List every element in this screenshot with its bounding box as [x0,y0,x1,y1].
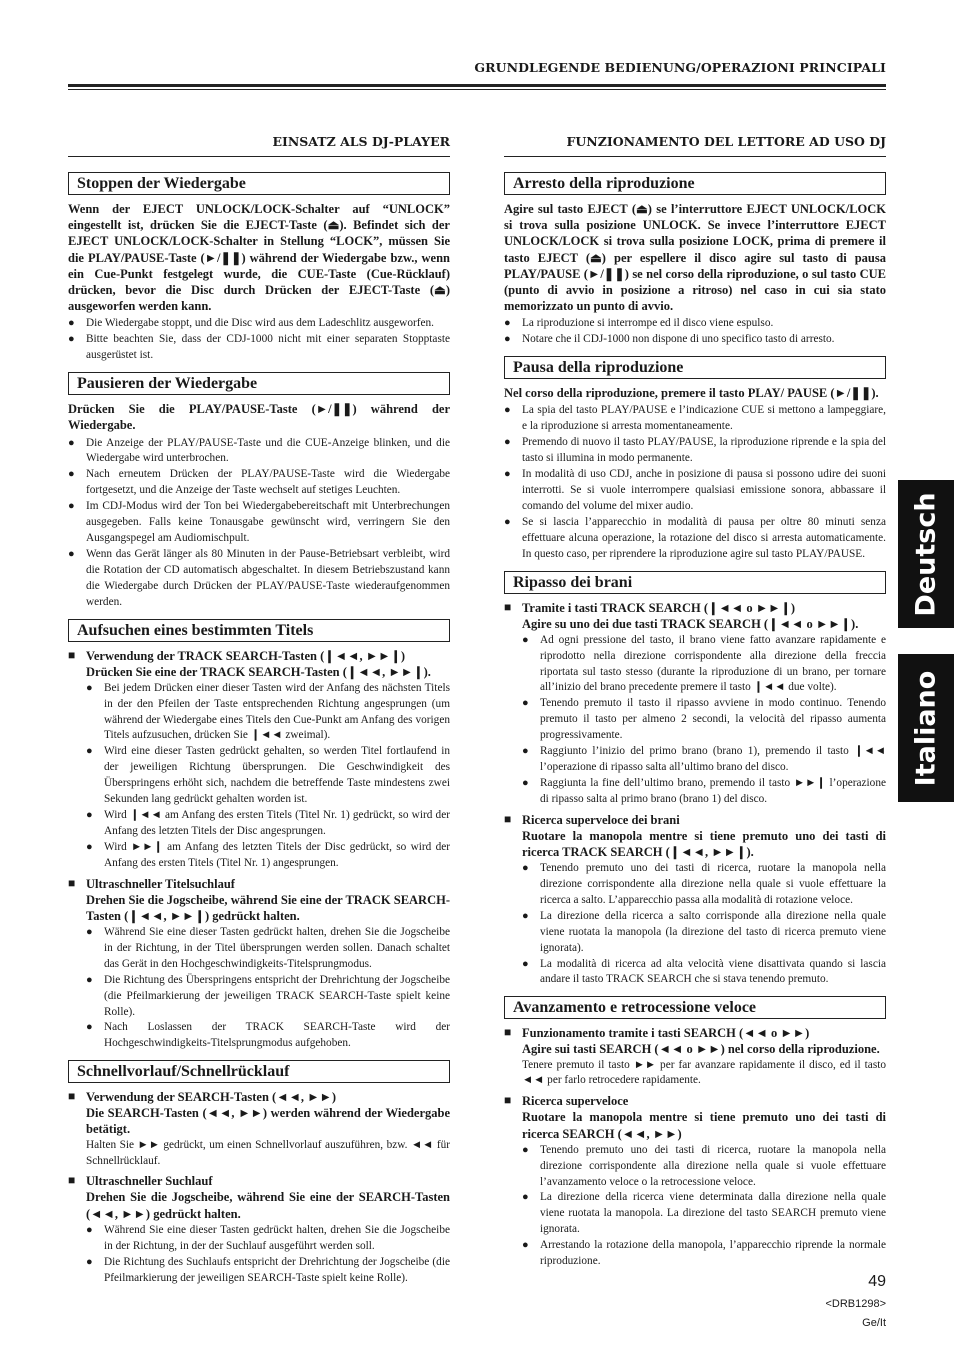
italian-column [504,134,886,1270]
bullet-list [86,1223,450,1287]
instruction-text: Ruotare la manopola mentre si tiene premuto uno dei tasti di ricerca SEARCH (◄◄, ►►) [522,1110,886,1141]
section-title: Pausa della riproduzione [504,356,886,379]
header-rule-thin [68,89,886,90]
bullet-list [504,316,886,348]
bullet-item: ● La spia del tasto PLAY/PAUSE e l’indicazione CUE si mettono a lampeggiare, e la riproduzione si arresta momentaneamente. [504,403,886,435]
bullet-item: ● Die Richtung des Überspringens entspricht der Drehrichtung der Jogscheibe (die Pfeilmarkierung der jeweiligen TRACK SEARCH-Taste spielt keine Rolle). [86,973,450,1021]
subsection [68,1089,450,1169]
bullet-list [522,1143,886,1270]
header-rule [68,84,886,87]
subsection-heading: ■ Ultraschneller Titelsuchlauf [68,876,450,892]
bullet-item: ● La modalità di ricerca ad alta velocità viene disattivata quando si lascia andare il tasto TRACK SEARCH che si stava tenendo premuto. [522,957,886,989]
language-tab-italiano [898,654,954,802]
language-tab-deutsch [898,480,954,628]
bullet-item: ● Bei jedem Drücken einer dieser Tasten wird der Anfang des nächsten Titels in der den Pfeilen der Taste entsprechenden Richtung angesprungen (um während der Wiedergabe eines Titels den Cue-Punkt am Anfang des vorigen Titels aufzusuchen, drücken Sie ❙◄◄ zweimal). [86,681,450,745]
bullet-item: ● Se si lascia l’apparecchio in modalità di pausa per oltre 80 minuti senza effettuare alcuna operazione, la rotazione del disco si arresta automaticamente. In questo caso, per riprendere la riproduzione agire sul tasto PLAY/PAUSE. [504,515,886,563]
body-text: Tenere premuto il tasto ►► per far avanzare rapidamente il disco, ed il tasto ◄◄ per farlo retrocedere rapidamente. [522,1058,886,1087]
section-title: Arresto della riproduzione [504,172,886,195]
bullet-list [504,403,886,562]
bullet-item: ● Tenendo premuto il tasto il ripasso avviene in modo continuo. Tenendo premuto il tasto per almeno 2 secondi, la velocità del ripasso aumenta progressivamente. [522,696,886,744]
instruction-text: Drehen Sie die Jogscheibe, während Sie eine der TRACK SEARCH-Tasten (❙◄◄, ►►❙) gedrückt halten. [86,892,450,923]
bullet-item: ● Raggiunto l’inizio del primo brano (brano 1), premendo il tasto ❙◄◄ l’operazione di ripasso salta all’ultimo brano del disco. [522,744,886,776]
subsection-heading: ■ Ultraschneller Suchlauf [68,1173,450,1189]
instruction-text: Agire sui tasti SEARCH (◄◄ o ►►) nel corso della riproduzione. [522,1042,880,1057]
german-column [68,134,450,1287]
column-title: EINSATZ ALS DJ-PLAYER [68,134,450,157]
instruction-text: Agire su uno dei due tasti TRACK SEARCH (❙◄◄ o ►►❙). [522,616,859,631]
body-text: Halten Sie ►► gedrückt, um einen Schnellvorlauf auszuführen, bzw. ◄◄ für Schnellrücklauf. [86,1138,450,1167]
subsection [68,876,450,1053]
bullet-item: ● Notare che il CDJ-1000 non dispone di uno specifico tasto di arresto. [504,332,886,348]
bullet-list [86,681,450,872]
bullet-item: ● Während Sie eine dieser Tasten gedrückt halten, drehen Sie die Jogscheibe in der Richtung, in der Titel übersprungen werden sollen. Danach schaltet das Gerät in den Hochgeschwindigkeits-Titelsprungmodus. [86,925,450,973]
instruction-text: Drücken Sie die PLAY/PAUSE-Taste (►/❚❚) während der Wiedergabe. [68,402,450,433]
column-title: FUNZIONAMENTO DEL LETTORE AD USO DJ [504,134,886,157]
bullet-list [68,436,450,611]
bullet-item: ● Nach Loslassen der TRACK SEARCH-Taste wird der Hochgeschwindigkeits-Titelsprungmodus aufgehoben. [86,1020,450,1052]
section-title: Avanzamento e retrocessione veloce [504,996,886,1019]
subsection [68,1173,450,1286]
bullet-item: ● Arrestando la rotazione della manopola, l’apparecchio riprende la normale riproduzione. [522,1238,886,1270]
language-tab-label: Deutsch [910,491,942,617]
subsection-heading: ■ Ricerca superveloce [504,1093,886,1109]
section-title: Ripasso dei brani [504,571,886,594]
subsection [504,1093,886,1270]
instruction-text: Wenn der EJECT UNLOCK/LOCK-Schalter auf “UNLOCK” eingestellt ist, drücken Sie die EJECT-Taste (⏏). Befindet sich der EJECT UNLOCK/LOCK-Schalter in Stellung “LOCK”, müssen Sie die PLAY/PAUSE-Taste (►/❚❚) während der Wiedergabe bzw., wenn ein Cue-Punkt festgelegt wurde, die CUE-Taste (Cue-Rücklauf) drücken, bevor die Disc durch Drücken der EJECT-Taste (⏏) ausgeworfen werden kann. [68,202,450,314]
instruction-text: Drehen Sie die Jogscheibe, während Sie eine der SEARCH-Tasten (◄◄, ►►) gedrückt halten. [86,1190,450,1221]
bullet-item: ● Nach erneutem Drücken der PLAY/PAUSE-Taste wird die Wiedergabe fortgesetzt, und die Anzeige der Taste wechselt auf stetiges Leuchten. [68,467,450,499]
section-title: Pausieren der Wiedergabe [68,372,450,395]
bullet-item: ● Bitte beachten Sie, dass der CDJ-1000 nicht mit einer separaten Stopptaste ausgerüstet ist. [68,332,450,364]
bullet-item: ● La direzione della ricerca viene determinata dalla direzione nella quale viene ruotata la manopola. La direzione del tasto SEARCH premuto viene ignorata. [522,1190,886,1238]
document-id: <DRB1298> [825,1298,886,1310]
bullet-item: ● Die Anzeige der PLAY/PAUSE-Taste und die CUE-Anzeige blinken, und die Wiedergabe wird unterbrochen. [68,436,450,468]
bullet-list [522,633,886,808]
subsection [68,648,450,872]
bullet-list [68,316,450,364]
instruction-text: Nel corso della riproduzione, premere il tasto PLAY/ PAUSE (►/❚❚). [504,386,879,401]
bullet-list [86,925,450,1052]
bullet-item: ● Im CDJ-Modus wird der Ton bei Wiedergabebereitschaft mit Unterbrechungen ausgegeben. Falls keine Tonausgabe gewünscht wird, verringern Sie den Ausgangspegel am Audiomischpult. [68,499,450,547]
bullet-item: ● Die Wiedergabe stoppt, und die Disc wird aus dem Ladeschlitz ausgeworfen. [68,316,450,332]
section-title: Aufsuchen eines bestimmten Titels [68,619,450,642]
bullet-item: ● La direzione della ricerca a salto corrisponde alla direzione nella quale viene ruotata la manopola (la direzione del tasto di ricerca premuto viene ignorata). [522,909,886,957]
bullet-item: ● Wird eine dieser Tasten gedrückt gehalten, so werden Titel fortlaufend in der jeweiligen Richtung übersprungen. Die Geschwindigkeit des Überspringens erhöht sich, nachdem die betreffende Taste mindestens zwei Sekunden lang gedrückt gehalten worden ist. [86,744,450,808]
bullet-item: ● Tenendo premuto uno dei tasti di ricerca, ruotare la manopola nella direzione corrispondente alla direzione nella quale si vuole effettuare la ricerca a salto. L’apparecchio passa alla modalità di rotazione veloce. [522,861,886,909]
instruction-text: Ruotare la manopola mentre si tiene premuto uno dei tasti di ricerca TRACK SEARCH (❙◄◄, ►►❙). [522,828,886,859]
instruction-text: Drücken Sie eine der TRACK SEARCH-Tasten (❙◄◄, ►►❙). [86,664,431,679]
language-code: Ge/It [862,1317,886,1329]
bullet-item: ● Premendo di nuovo il tasto PLAY/PAUSE, la riproduzione riprende e la spia del tasto si illumina in modo permanente. [504,435,886,467]
language-tab-label: Italiano [910,670,942,786]
instruction-text: Die SEARCH-Tasten (◄◄, ►►) werden während der Wiedergabe betätigt. [86,1106,450,1137]
bullet-item: ● Während Sie eine dieser Tasten gedrückt halten, drehen Sie die Jogscheibe in der Richtung, in der der Suchlauf ausgeführt werden soll. [86,1223,450,1255]
bullet-list [522,861,886,988]
section-title: Stoppen der Wiedergabe [68,172,450,195]
bullet-item: ● Tenendo premuto uno dei tasti di ricerca, ruotare la manopola nella direzione corrispondente alla direzione nella quale si vuole effettuare l’avanzamento veloce o la retrocessione veloce. [522,1143,886,1191]
bullet-item: ● In modalità di uso CDJ, anche in posizione di pausa si possono udire dei suoni interrotti. Se si vuole interrompere qualsiasi emissione sonora, abbassare il comando del volume del mixer audio. [504,467,886,515]
subsection-heading: ■ Verwendung der SEARCH-Tasten (◄◄, ►►) [68,1089,450,1105]
subsection-heading: ■ Tramite i tasti TRACK SEARCH (❙◄◄ o ►►❙) [504,600,886,616]
instruction-text: Agire sul tasto EJECT (⏏) se l’interruttore EJECT UNLOCK/LOCK si trova sulla posizione UNLOCK. Se invece l’interruttore EJECT UNLOCK/LOCK si trova sulla posizione LOCK, prima di premere il tasto EJECT (⏏) per espellere il disco agire sul tasto di pausa PLAY/PAUSE (►/❚❚) se nel corso della riproduzione, o sul tasto CUE (punto di avvio in posizione a ritroso) nel caso in cui sia stato memorizzato un punto di avvio. [504,202,886,314]
bullet-item: ● Die Richtung des Suchlaufs entspricht der Drehrichtung der Jogscheibe (die Pfeilmarkierung der jeweiligen SEARCH-Taste spielt keine Rolle). [86,1255,450,1287]
subsection-heading: ■ Funzionamento tramite i tasti SEARCH (◄◄ o ►►) [504,1025,886,1041]
subsection-heading: ■ Ricerca superveloce dei brani [504,812,886,828]
subsection [504,600,886,808]
bullet-item: ● La riproduzione si interrompe ed il disco viene espulso. [504,316,886,332]
section-title: Schnellvorlauf/Schnellrücklauf [68,1060,450,1083]
page-header-title: GRUNDLEGENDE BEDIENUNG/OPERAZIONI PRINCIPALI [474,60,886,75]
page-number: 49 [868,1273,886,1290]
bullet-item: ● Wird ❙◄◄ am Anfang des ersten Titels (Titel Nr. 1) gedrückt, so wird der Anfang des letzten Titels der Disc angesprungen. [86,808,450,840]
bullet-item: ● Wenn das Gerät länger als 80 Minuten in der Pause-Betriebsart verbleibt, wird die Rotation der CD automatisch abgeschaltet. In diesem Betriebszustand kann die Wiedergabe durch Drücken der PLAY/PAUSE-Taste wiederaufgenommen werden. [68,547,450,611]
bullet-item: ● Wird ►►❙ am Anfang des letzten Titels der Disc gedrückt, so wird der Anfang des ersten Titels (Titel Nr. 1) angesprungen. [86,840,450,872]
bullet-item: ● Ad ogni pressione del tasto, il brano viene fatto avanzare rapidamente e riprodotto nella direzione corrispondente alla direzione della freccia riportata sul tasto stesso (durante la riproduzione di un brano, per tornare all’inizio del brano precedente premere il tasto ❙◄◄ due volte). [522,633,886,697]
subsection [504,812,886,989]
bullet-item: ● Raggiunta la fine dell’ultimo brano, premendo il tasto ►►❙ l’operazione di ripasso salta al primo brano (brano 1) del disco. [522,776,886,808]
subsection-heading: ■ Verwendung der TRACK SEARCH-Tasten (❙◄◄, ►►❙) [68,648,450,664]
subsection [504,1025,886,1089]
